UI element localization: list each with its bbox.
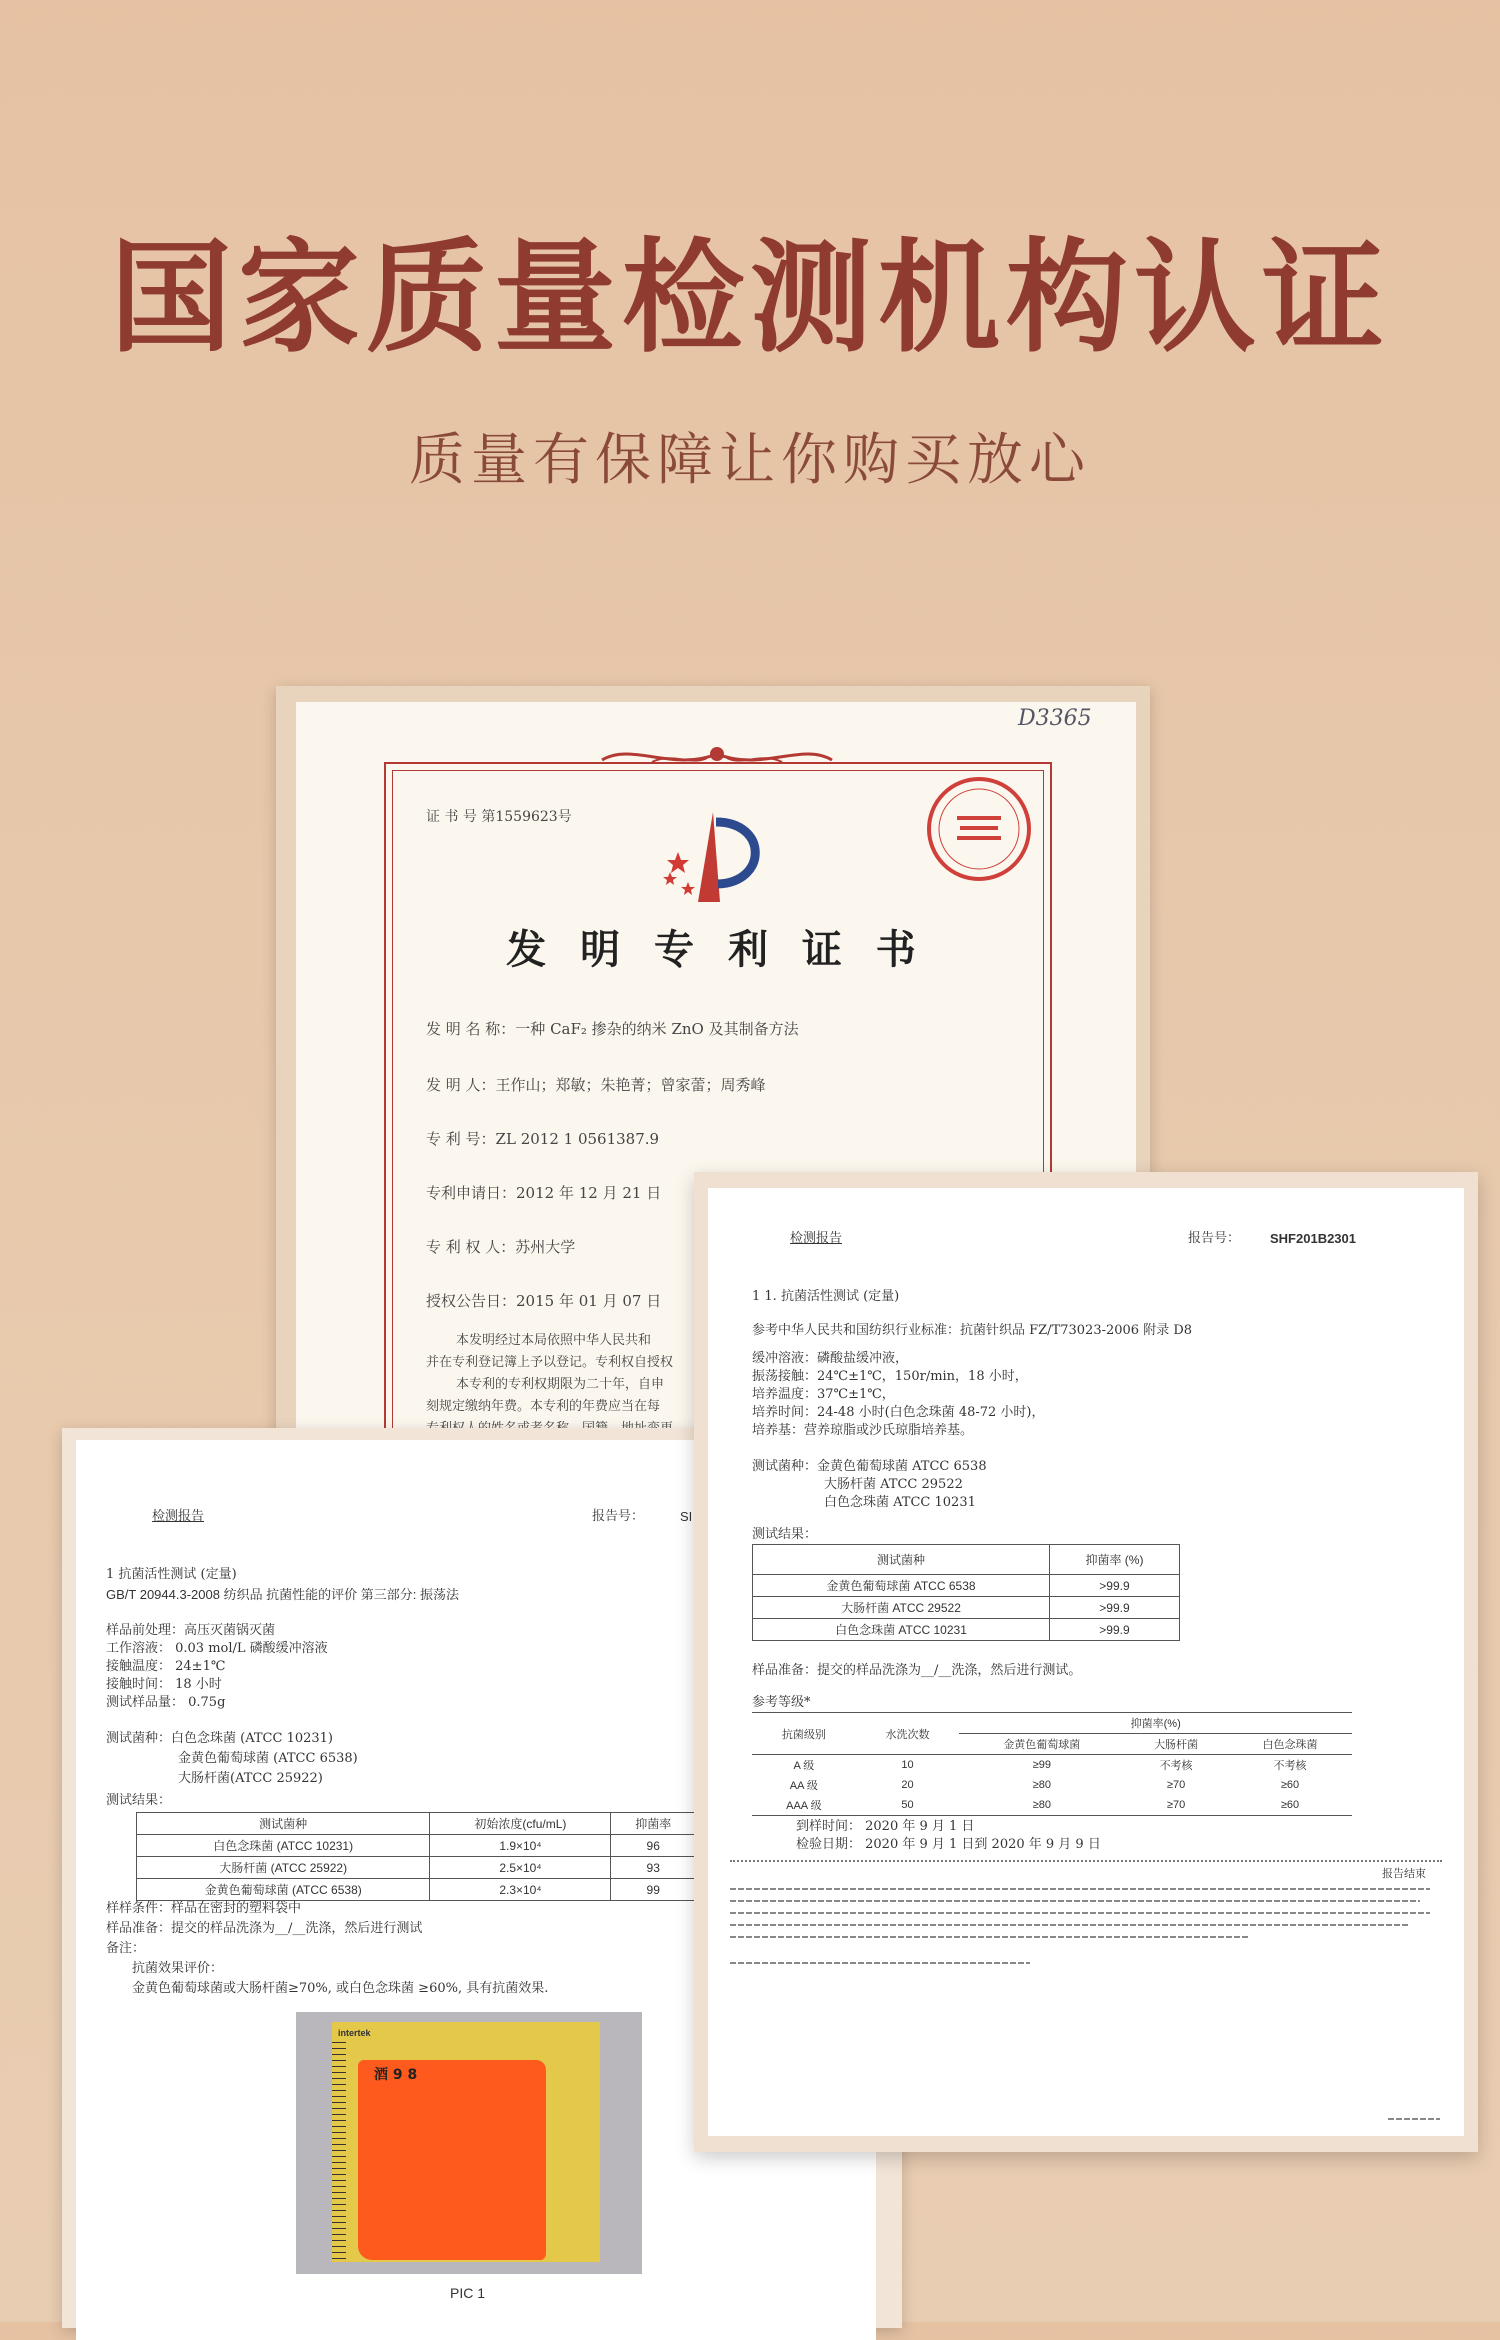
right-result-table [752,1544,1180,1641]
certificate-body-line: 本专利的专利权期限为二十年，自申 [456,1377,665,1392]
test-strain: 大肠杆菌 ATCC 29522 [824,1477,963,1492]
fine-print-line [730,1936,1250,1938]
table-cell: 10 [901,1759,914,1771]
invention-name: 发 明 名 称：一种 CaF₂ 掺杂的纳米 ZnO 及其制备方法 [426,1020,799,1038]
table-row [753,1597,1180,1619]
test-strains: 测试菌种：白色念珠菌 (ATCC 10231) [106,1731,334,1746]
table-cell: 不考核 [1273,1760,1307,1772]
table-row [752,1775,1352,1795]
sample-preparation: 样品准备：提交的样品洗涤为__/__洗涤，然后进行测试。 [752,1663,1082,1678]
test-result-label: 测试结果： [752,1527,818,1542]
table-header: 抑菌率 (%) [1049,1545,1179,1575]
table-cell: 20 [901,1779,914,1791]
table-header: 抑菌率(%) [959,1713,1352,1734]
certificate-body-line: 刻规定缴纳年费。本专利的年费应当在每 [426,1399,661,1414]
ruler-scale [332,2042,346,2262]
table-header: 金黄色葡萄球菌 [959,1734,1124,1755]
shaking-contact: 振荡接触：24℃±1℃，150r/min，18 小时， [752,1369,1028,1384]
sample-photo [296,2012,642,2274]
report-end-label: 报告结束 [1382,1867,1426,1880]
reference-grade-label: 参考等级* [752,1695,811,1710]
culture-medium: 培养基：营养琼脂或沙氏琼脂培养基。 [752,1423,974,1438]
table-header: 初始浓度(cfu/mL) [430,1813,611,1835]
patent-holder: 专 利 权 人：苏州大学 [426,1238,576,1256]
orange-fabric-sample [358,2060,546,2260]
buffer-solution: 缓冲溶液：磷酸盐缓冲液， [752,1351,909,1366]
report-number-value: SHF201B2301 [1270,1231,1356,1246]
page-subtitle: 质量有保障让你购买放心 [409,428,1091,493]
evaluation-label: 抗菌效果评价： [132,1961,224,1976]
report-header-title: 检测报告 [152,1509,205,1524]
table-row [753,1619,1180,1641]
table-cell: 93 [611,1857,696,1879]
table-row [753,1575,1180,1597]
contact-time: 接触时间： 18 小时 [106,1677,222,1692]
patent-office-logo-icon [658,802,768,912]
table-header: 测试菌种 [753,1545,1050,1575]
table-cell: >99.9 [1049,1597,1179,1619]
table-cell: 不考核 [1159,1760,1193,1772]
right-test-report [708,1188,1464,2136]
table-row [137,1879,696,1901]
test-standard: 参考中华人民共和国纺织行业标准：抗菌针织品 FZ/T73023-2006 附录 D8 [752,1323,1193,1338]
test-strain: 白色念珠菌 ATCC 10231 [824,1495,976,1510]
section-title: 1 抗菌活性测试 (定量) [106,1567,237,1582]
fine-print-line [1388,2118,1440,2120]
test-result-label: 测试结果： [106,1793,172,1808]
certificate-number: 证 书 号 第1559623号 [426,809,572,825]
fine-print-line [730,1962,1030,1964]
sample-pretreatment: 样品前处理：高压灭菌锅灭菌 [106,1623,276,1638]
table-cell: 白色念珠菌 (ATCC 10231) [137,1835,430,1857]
table-cell: 2.3×10⁴ [430,1879,611,1901]
table-row [752,1795,1352,1816]
official-seal-icon [924,774,1034,884]
table-cell: AAA 级 [752,1795,856,1816]
evaluation-criteria: 金黄色葡萄球菌或大肠杆菌≥70%, 或白色念珠菌 ≥60%, 具有抗菌效果. [132,1981,549,1996]
contact-temperature: 接触温度： 24±1℃ [106,1659,226,1674]
table-cell: ≥99 [1032,1759,1051,1771]
table-cell: ≥80 [959,1795,1124,1816]
left-result-table [136,1812,696,1901]
table-cell: 大肠杆菌 ATCC 29522 [753,1597,1050,1619]
fine-print-line [730,1912,1430,1914]
table-cell: 96 [611,1835,696,1857]
receive-date: 到样时间： 2020 年 9 月 1 日 [796,1819,975,1834]
test-strains: 测试菌种：金黄色葡萄球菌 ATCC 6538 [752,1459,987,1474]
patent-number: 专 利 号：ZL 2012 1 0561387.9 [426,1130,660,1148]
report-number-label: 报告号： [592,1509,645,1524]
page-title: 国家质量检测机构认证 [110,227,1390,369]
table-cell: 2.5×10⁴ [430,1857,611,1879]
separator-dotted-line [730,1860,1442,1862]
table-cell: 50 [856,1795,960,1816]
fine-print-line [730,1924,1410,1926]
table-cell: 大肠杆菌 (ATCC 25922) [137,1857,430,1879]
fine-print-line [730,1900,1420,1902]
grade-table [752,1712,1352,1816]
table-row [752,1755,1352,1776]
culture-time: 培养时间：24-48 小时(白色念珠菌 48-72 小时)， [752,1405,1045,1420]
table-header: 测试菌种 [137,1813,430,1835]
working-solution: 工作溶液： 0.03 mol/L 磷酸缓冲溶液 [106,1641,328,1656]
handwritten-note: D3365 [1018,706,1092,731]
table-cell: 白色念珠菌 ATCC 10231 [753,1619,1050,1641]
table-cell: ≥80 [1032,1779,1051,1791]
table-cell: 99 [611,1879,696,1901]
announcement-date: 授权公告日：2015 年 01 月 07 日 [426,1292,662,1310]
application-date: 专利申请日：2012 年 12 月 21 日 [426,1184,662,1202]
photo-caption: PIC 1 [450,2285,486,2301]
test-date: 检验日期： 2020 年 9 月 1 日到 2020 年 9 月 9 日 [796,1837,1101,1852]
table-header: 大肠杆菌 [1124,1734,1228,1755]
table-row [137,1835,696,1857]
test-strain: 金黄色葡萄球菌 (ATCC 6538) [178,1751,358,1766]
certificate-title: 发 明 专 利 证 书 [506,926,926,973]
remarks-label: 备注： [106,1941,146,1956]
table-header: 抗菌级别 [752,1713,856,1755]
certificate-body-line: 并在专利登记簿上予以登记。专利权自授权 [426,1355,674,1370]
table-header: 抑菌率 [611,1813,696,1835]
section-title: 1 1. 抗菌活性测试 (定量) [752,1289,900,1304]
table-cell: >99.9 [1049,1575,1179,1597]
table-cell: >99.9 [1049,1619,1179,1641]
table-cell: 金黄色葡萄球菌 ATCC 6538 [753,1575,1050,1597]
table-cell: A 级 [793,1760,815,1772]
photo-handwritten-mark: 酒 9 8 [374,2067,418,2083]
table-cell: ≥70 [1166,1779,1186,1791]
test-strain: 大肠杆菌(ATCC 25922) [178,1771,323,1786]
table-row [137,1857,696,1879]
table-cell: AA 级 [789,1780,818,1792]
table-cell: 1.9×10⁴ [430,1835,611,1857]
table-header: 白色念珠菌 [1228,1734,1352,1755]
certificate-body-line: 本发明经过本局依照中华人民共和 [456,1333,652,1348]
table-cell: ≥60 [1228,1795,1352,1816]
inventors: 发 明 人：王作山；郑敏；朱艳菁；曾家蕾；周秀峰 [426,1076,766,1094]
fine-print-line [730,1888,1430,1890]
report-number-label: 报告号： [1188,1231,1241,1246]
report-number-value: SI [680,1509,693,1524]
sample-amount: 测试样品量： 0.75g [106,1695,226,1710]
sampling-condition: 样样条件：样品在密封的塑料袋中 [106,1901,302,1916]
table-cell: 金黄色葡萄球菌 (ATCC 6538) [137,1879,430,1901]
photo-logo-text: intertek [338,2028,371,2038]
table-cell: ≥70 [1124,1795,1228,1816]
culture-temperature: 培养温度：37℃±1℃， [752,1387,895,1402]
sample-preparation: 样品准备：提交的样品洗涤为__/__洗涤，然后进行测试 [106,1921,423,1936]
table-cell: ≥60 [1280,1779,1300,1791]
test-standard: GB/T 20944.3-2008 纺织品 抗菌性能的评价 第三部分: 振荡法 [106,1587,460,1602]
report-header-title: 检测报告 [790,1231,843,1246]
ornament-icon [592,742,842,772]
table-header: 水洗次数 [856,1713,960,1755]
